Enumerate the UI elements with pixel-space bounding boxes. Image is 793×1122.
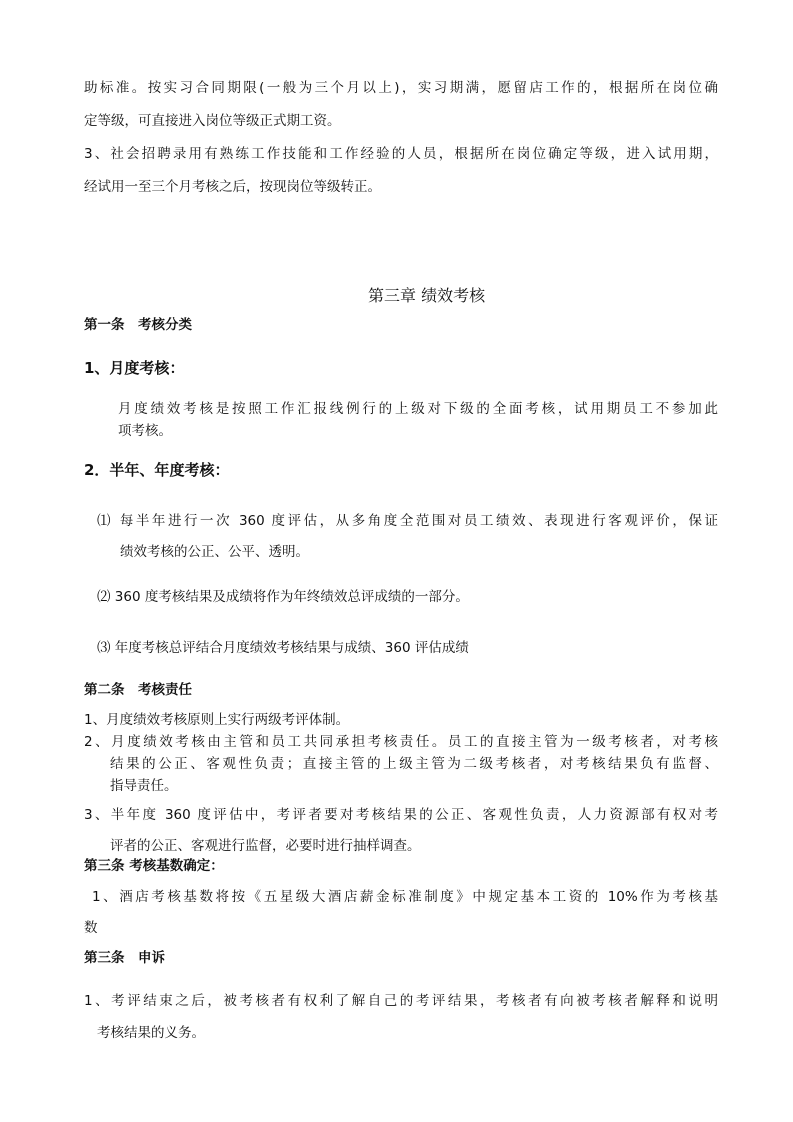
paragraph-line: 项考核。 [118, 423, 172, 439]
list-item-continuation: 指导责任。 [110, 778, 178, 794]
section-heading: 1、月度考核： [84, 359, 185, 377]
list-item: 3、半年度 360 度评估中，考评者要对考核结果的公正、客观性负责，人力资源部有权对考 [84, 807, 718, 823]
list-item-continuation: 数 [84, 920, 98, 936]
list-item-continuation: 评者的公正、客观进行监督，必要时进行抽样调查。 [110, 838, 421, 854]
paragraph-line: 助标准。按实习合同期限(一般为三个月以上)，实习期满，愿留店工作的，根据所在岗位确 [84, 80, 718, 96]
article-heading: 第三条 考核基数确定： [84, 858, 224, 874]
article-heading: 第二条 考核责任 [84, 682, 192, 698]
list-item: 1、月度绩效考核原则上实行两级考评体制。 [84, 712, 350, 728]
section-heading: 2．半年、年度考核： [84, 461, 230, 479]
list-item: 1、酒店考核基数将按《五星级大酒店薪金标准制度》中规定基本工资的 10%作为考核基 [92, 889, 718, 905]
list-item-continuation: 绩效考核的公正、公平、透明。 [120, 544, 309, 560]
list-item-continuation: 考核结果的义务。 [97, 1025, 205, 1041]
paragraph-line: 3、社会招聘录用有熟练工作技能和工作经验的人员，根据所在岗位确定等级，进入试用期， [84, 146, 718, 162]
list-item: ⑴ 每半年进行一次 360 度评估，从多角度全范围对员工绩效、表现进行客观评价，保证 [97, 513, 718, 529]
paragraph-line: 月度绩效考核是按照工作汇报线例行的上级对下级的全面考核，试用期员工不参加此 [118, 401, 718, 417]
article-heading: 第一条 考核分类 [84, 317, 192, 333]
chapter-title: 第三章 绩效考核 [368, 286, 486, 305]
paragraph-line: 经试用一至三个月考核之后，按现岗位等级转正。 [84, 179, 381, 195]
list-item: 2、月度绩效考核由主管和员工共同承担考核责任。员工的直接主管为一级考核者，对考核 [84, 734, 718, 750]
paragraph-line: 定等级，可直接进入岗位等级正式期工资。 [84, 113, 341, 129]
list-item-continuation: 结果的公正、客观性负责；直接主管的上级主管为二级考核者，对考核结果负有监督、 [110, 756, 718, 772]
list-item: ⑶ 年度考核总评结合月度绩效考核结果与成绩、360 评估成绩 [97, 640, 469, 656]
list-item: ⑵ 360 度考核结果及成绩将作为年终绩效总评成绩的一部分。 [97, 589, 469, 605]
list-item: 1、考评结束之后，被考核者有权利了解自己的考评结果，考核者有向被考核者解释和说明 [84, 993, 718, 1009]
article-heading: 第三条 申诉 [84, 950, 165, 966]
